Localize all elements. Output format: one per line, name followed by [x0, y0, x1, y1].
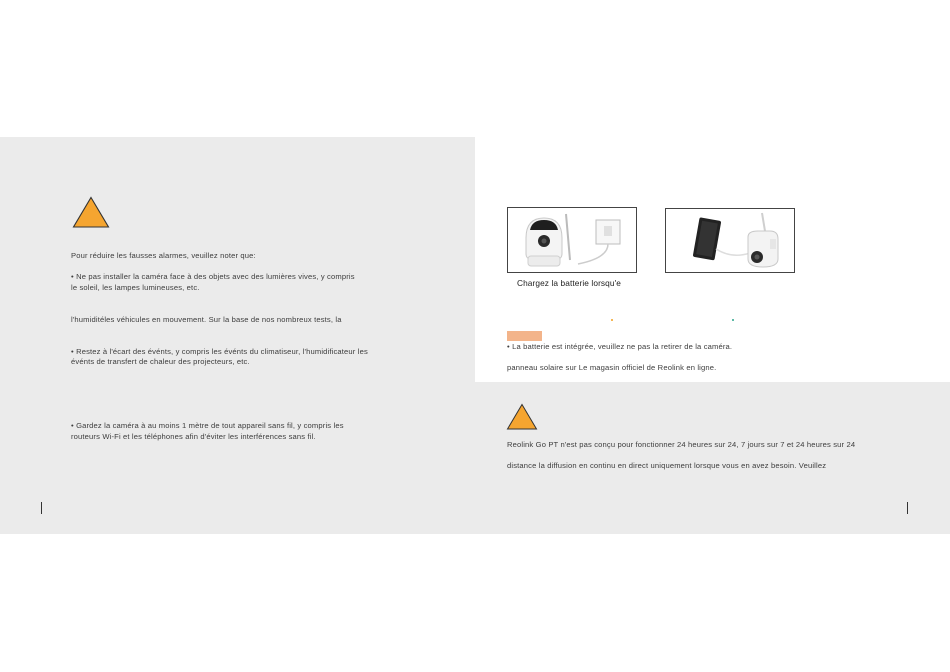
- camera-charging-image: [507, 207, 637, 273]
- bullet-bright-light-line1: • Ne pas installer la caméra face à des objets avec des lumières vives, y compris: [71, 272, 355, 281]
- solar-panel-illustration: [666, 209, 794, 272]
- intro-text: Pour réduire les fausses alarmes, veuillez noter que:: [71, 251, 256, 260]
- right-page-marker: [907, 502, 908, 514]
- note-highlight-tag: [507, 331, 542, 341]
- indicator-dot-orange: [611, 319, 613, 321]
- bullet-vents-line2: événts de transfert de chaleur des projecteurs, etc.: [71, 357, 250, 366]
- bullet-wireless-line2: routeurs Wi-Fi et les téléphones afin d'éviter les interférences sans fil.: [71, 432, 316, 441]
- bullet-wireless-line1: • Gardez la caméra à au moins 1 mètre de tout appareil sans fil, y compris les: [71, 421, 344, 430]
- vehicles-text: l'humiditéles véhicules en mouvement. Sur la base de nos nombreux tests, la: [71, 315, 342, 324]
- right-page-lower-panel: [475, 382, 950, 534]
- indicator-dot-green: [732, 319, 734, 321]
- solar-panel-image: [665, 208, 795, 273]
- battery-note: • La batterie est intégrée, veuillez ne pas la retirer de la caméra.: [507, 342, 733, 351]
- left-page-marker: [41, 502, 42, 514]
- warning-triangle-icon: [72, 196, 110, 229]
- charging-caption: Chargez la batterie lorsqu'e: [517, 278, 622, 288]
- camera-charging-illustration: [508, 208, 636, 272]
- warning-triangle-icon-right: [506, 403, 538, 431]
- usage-paragraph-line2: distance la diffusion en continu en direct uniquement lorsque vous en avez besoin. Veuillez: [507, 461, 827, 470]
- bullet-vents-line1: • Restez à l'écart des événts, y compris les événts du climatiseur, l'humidificateur les: [71, 347, 368, 356]
- usage-paragraph-line1: Reolink Go PT n'est pas conçu pour fonctionner 24 heures sur 24, 7 jours sur 7 et 24 heures sur 24: [507, 440, 856, 449]
- solar-note: panneau solaire sur Le magasin officiel de Reolink en ligne.: [507, 363, 717, 372]
- bullet-bright-light-line2: le soleil, les lampes lumineuses, etc.: [71, 283, 200, 292]
